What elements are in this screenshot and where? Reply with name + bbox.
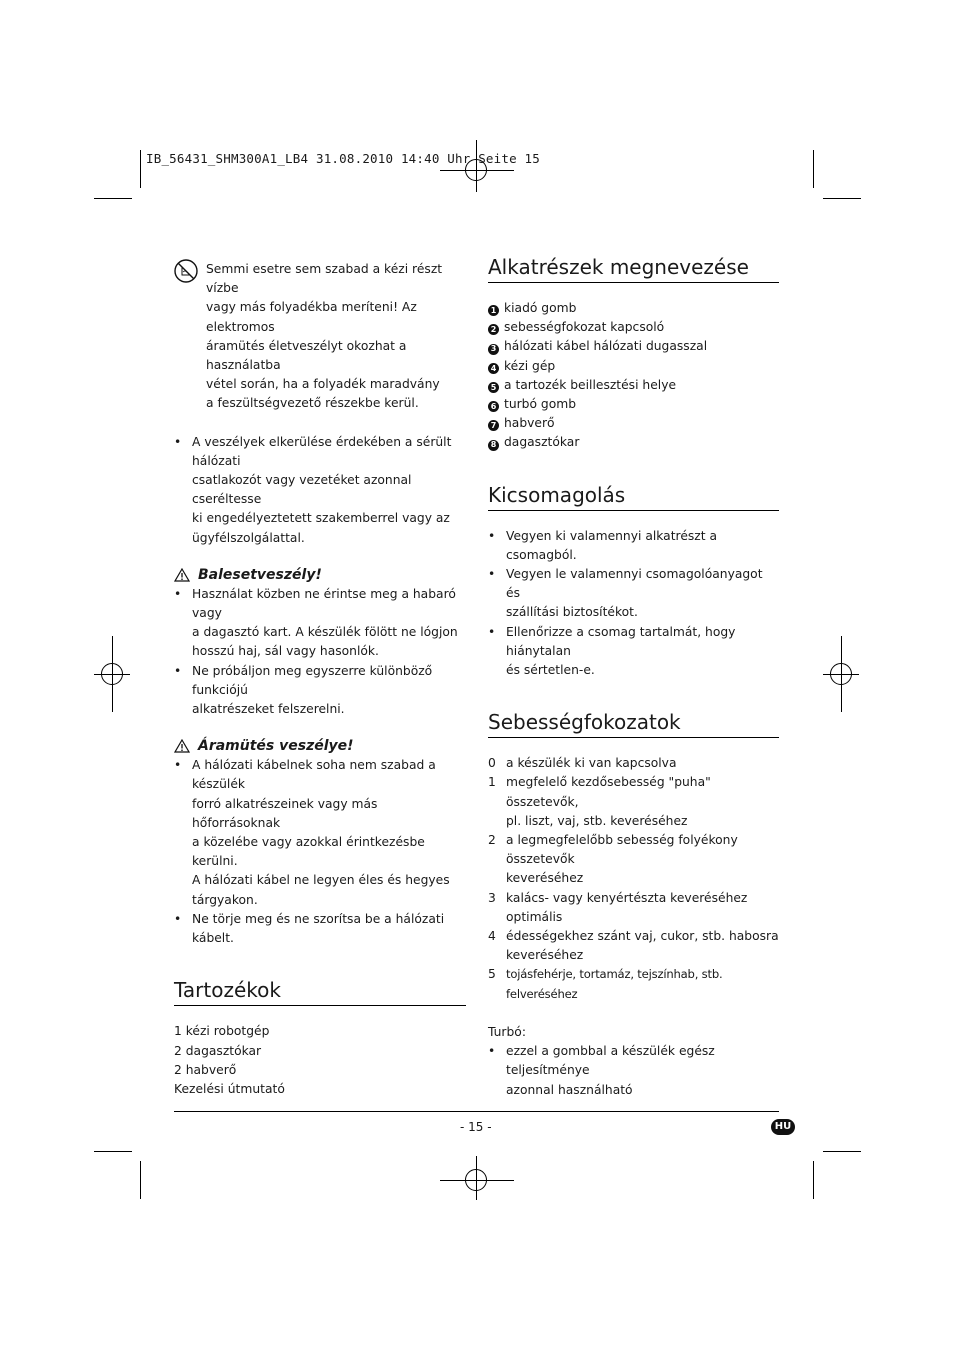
list-item: 1 kézi robotgép [174, 1024, 270, 1039]
warning-title: Áramütés veszélye! [198, 738, 354, 755]
text-line: szállítási biztosítékot. [506, 605, 638, 620]
text-line: Ellenőrizze a csomag tartalmát, hogy hiánytalan [506, 624, 736, 658]
right-column [488, 255, 779, 1100]
list-item: • Vegyen le valamennyi csomagolóanyagot és szállítási biztosítékot. [488, 565, 779, 623]
text-line: és sértetlen-e. [506, 663, 595, 678]
list-item [488, 376, 779, 395]
crop-mark [823, 1151, 861, 1152]
number-badge: 6 [488, 401, 499, 412]
accessories-list [174, 1022, 466, 1099]
part-label: a tartozék beillesztési helye [504, 377, 677, 392]
no-water-icon [174, 259, 198, 283]
speed-number: 5 [488, 967, 496, 982]
number-badge: 7 [488, 420, 499, 431]
list-item: • A veszélyek elkerülése érdekében a sérült hálózati csatlakozót vagy vezetéket azonnal cseréltesse ki engedélyeztetett szakemberrel vagy az ügyfélszolgálattal. [174, 433, 466, 548]
speed-number: 1 [488, 775, 496, 790]
list-item [488, 773, 779, 831]
text-line: tárgyakon. [192, 892, 258, 907]
warning-title: Balesetveszély! [198, 566, 322, 583]
warning-triangle-icon [174, 568, 190, 582]
list-item [488, 433, 779, 452]
section-title: Alkatrészek megnevezése [488, 255, 779, 283]
text-line: kalács- vagy kenyértészta keveréséhez optimális [506, 890, 748, 924]
list-item: • Ellenőrizze a csomag tartalmát, hogy hiánytalan és sértetlen-e. [488, 623, 779, 681]
text-line: hosszú haj, sál vagy hasonlók. [192, 644, 379, 659]
list-item: 2 habverő [174, 1062, 237, 1077]
crop-mark [94, 198, 132, 199]
speed-number: 2 [488, 833, 496, 848]
speed-number: 4 [488, 929, 496, 944]
list-item [488, 337, 779, 356]
unpack-list [488, 527, 779, 681]
text-line: Vegyen ki valamennyi alkatrészt a csomagból. [506, 528, 718, 562]
text-line: Ne törje meg és ne szorítsa be a hálózati kábelt. [192, 911, 445, 946]
number-badge: 8 [488, 440, 499, 451]
text-line: tojásfehérje, tortamáz, tejszínhab, stb. felveréséhez [506, 967, 723, 1001]
list-item [488, 927, 779, 965]
text-line: csatlakozót vagy vezetéket azonnal cseréltesse [192, 473, 412, 507]
crop-mark [94, 1151, 132, 1152]
text-line: keveréséhez [506, 871, 584, 886]
list-item [488, 395, 779, 414]
section-title: Sebességfokozatok [488, 710, 779, 738]
part-label: sebességfokozat kapcsoló [504, 320, 665, 335]
text-line: alkatrészeket felszerelni. [192, 702, 345, 717]
notice-line: vagy más folyadékba meríteni! Az elektromos [206, 300, 417, 334]
number-badge: 1 [488, 305, 499, 316]
list-item: • ezzel a gombbal a készülék egész teljesítménye azonnal használható [488, 1042, 779, 1100]
list-item [488, 965, 779, 1003]
text-line: Használat közben ne érintse meg a habaró vagy [192, 586, 456, 621]
text-line: ügyfélszolgálattal. [192, 530, 305, 545]
part-label: habverő [504, 416, 555, 431]
text-line: A hálózati kábel ne legyen éles és hegyes [192, 873, 450, 888]
number-badge: 4 [488, 363, 499, 374]
text-line: pl. liszt, vaj, stb. keveréséhez [506, 813, 688, 828]
number-badge: 3 [488, 344, 499, 355]
part-label: turbó gomb [504, 397, 577, 412]
speed-number: 3 [488, 890, 496, 905]
section-title: Tartozékok [174, 978, 466, 1006]
warning-heading [174, 565, 466, 585]
part-label: dagasztókar [504, 435, 580, 450]
text-line: a készülék ki van kapcsolva [506, 756, 677, 771]
part-label: kiadó gomb [504, 301, 577, 315]
list-item: • Ne próbáljon meg egyszerre különböző funkciójú alkatrészeket felszerelni. [174, 662, 466, 720]
text-line: ki engedélyeztetett szakemberrel vagy az [192, 511, 450, 526]
section-title: Kicsomagolás [488, 483, 779, 511]
number-badge: 5 [488, 382, 499, 393]
list-item [488, 318, 779, 337]
language-badge: HU [771, 1119, 795, 1135]
text-line: A hálózati kábelnek soha nem szabad a készülék [192, 758, 436, 792]
turbo-label: Turbó: [488, 1024, 526, 1039]
print-slug: IB_56431_SHM300A1_LB4 31.08.2010 14:40 Uhr Seite 15 [146, 151, 541, 166]
notice-line: Semmi esetre sem szabad a kézi részt vízbe [206, 262, 443, 296]
list-item: 2 dagasztókar [174, 1043, 262, 1058]
list-item [488, 831, 779, 889]
list-item [488, 889, 779, 927]
list-item [488, 357, 779, 376]
text-line: édességekhez szánt vaj, cukor, stb. habosra [506, 929, 779, 944]
part-label: hálózati kábel hálózati dugasszal [504, 339, 708, 354]
list-item: Kezelési útmutató [174, 1081, 285, 1096]
warning-heading [174, 736, 466, 756]
notice-line: vétel során, ha a folyadék maradvány [206, 377, 440, 392]
text-line: A veszélyek elkerülése érdekében a sérült hálózati [192, 434, 452, 468]
list-item [488, 299, 779, 318]
parts-list [488, 299, 779, 453]
text-line: a legmegfelelőbb sebesség folyékony összetevők [506, 833, 738, 867]
list-item: • Használat közben ne érintse meg a habaró vagy a dagasztó kart. A készülék fölött ne lógjon hosszú haj, sál vagy hasonlók. [174, 585, 466, 662]
text-line: azonnal használható [506, 1082, 633, 1097]
crop-mark [823, 198, 861, 199]
notice-line: a feszültségvezető részekbe kerül. [206, 396, 419, 411]
page-number: - 15 - [460, 1120, 492, 1134]
list-item [488, 414, 779, 433]
speed-number: 0 [488, 756, 496, 771]
list-item: • A hálózati kábelnek soha nem szabad a készülék forró alkatrészeinek vagy más hőforrásoknak a közelébe vagy azokkal érintkezésbe kerülni. A hálózati kábel ne legyen éles és hegyes tárgyakon. [174, 756, 466, 910]
crop-mark [140, 1161, 141, 1199]
number-badge: 2 [488, 324, 499, 335]
text-line: Ne próbáljon meg egyszerre különböző funkciójú [192, 663, 433, 697]
speed-list [488, 754, 779, 1004]
part-label: kézi gép [504, 358, 556, 373]
footer-divider [174, 1111, 779, 1112]
warning-triangle-icon [174, 739, 190, 753]
list-item: • Ne törje meg és ne szorítsa be a hálózati kábelt. [174, 910, 466, 948]
list-item: • Vegyen ki valamennyi alkatrészt a csomagból. [488, 527, 779, 565]
text-line: a dagasztó kart. A készülék fölött ne lógjon [192, 625, 458, 640]
text-line: megfelelő kezdősebesség "puha" összetevők, [506, 775, 711, 809]
left-column [174, 260, 466, 1099]
text-line: ezzel a gombbal a készülék egész teljesítménye [506, 1044, 715, 1078]
text-line: a közelébe vagy azokkal érintkezésbe kerülni. [192, 835, 425, 869]
water-warning [174, 260, 466, 414]
crop-mark [813, 1161, 814, 1199]
list-item [488, 754, 779, 773]
text-line: forró alkatrészeinek vagy más hőforrásoknak [192, 796, 378, 830]
text-line: Vegyen le valamennyi csomagolóanyagot és [506, 567, 763, 601]
crop-mark [813, 150, 814, 188]
text-line: keveréséhez [506, 948, 584, 963]
notice-line: áramütés életveszélyt okozhat a használatba [206, 338, 407, 373]
crop-mark [140, 150, 141, 188]
